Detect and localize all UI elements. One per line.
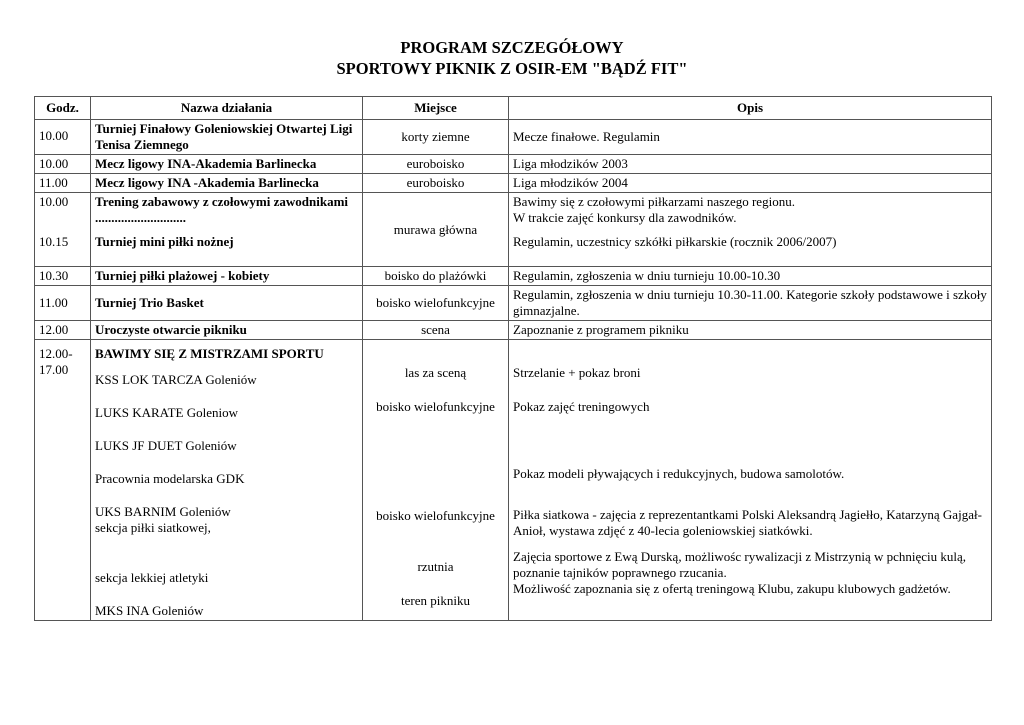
cell-place: boisko wielofunkcyjne — [363, 286, 509, 321]
activity-desc: Piłka siatkowa - zajęcia z reprezentantkami Polski Aleksandrą Jagiełło, Katarzyną Gajgał-Anioł, wystawa zdjęć z 40-lecia goleniowskiej siatkówki. — [513, 507, 982, 538]
table-row — [35, 267, 992, 286]
program-table — [34, 96, 992, 621]
desc-line: W trakcie zajęć konkursy dla zawodników. — [513, 210, 737, 225]
club-name: sekcja piłki siatkowej, — [95, 520, 211, 535]
cell-name: Uroczyste otwarcie pikniku — [91, 321, 363, 340]
header-name: Nazwa działania — [91, 97, 363, 120]
cell-time: 10.00 — [35, 155, 91, 174]
cell-place: boisko do plażówki — [363, 267, 509, 286]
header-time: Godz. — [35, 97, 91, 120]
club-name: Pracownia modelarska GDK — [95, 471, 245, 486]
cell-place: korty ziemne — [363, 120, 509, 155]
activity-desc: Pokaz zajęć treningowych — [513, 399, 650, 414]
place-name: boisko wielofunkcyjne — [376, 399, 495, 414]
cell-time: 11.00 — [35, 174, 91, 193]
cell-desc: Regulamin, zgłoszenia w dniu turnieju 10.00-10.30 — [509, 267, 992, 286]
club-name: UKS BARNIM Goleniów — [95, 504, 231, 519]
activity-desc: Możliwość zapoznania się z ofertą treningową Klubu, zakupu klubowych gadżetów. — [513, 581, 951, 596]
cell-place: scena — [363, 321, 509, 340]
cell-place — [363, 340, 509, 621]
cell-name: Turniej Trio Basket — [91, 286, 363, 321]
cell-time: 12.00 — [35, 321, 91, 340]
cell-place: murawa główna — [363, 193, 509, 267]
header-place: Miejsce — [363, 97, 509, 120]
header-desc: Opis — [509, 97, 992, 120]
cell-time: 10.30 — [35, 267, 91, 286]
activity-desc: Pokaz modeli pływających i redukcyjnych, budowa samolotów. — [513, 466, 845, 481]
desc-line: Regulamin, uczestnicy szkółki piłkarskie (rocznik 2006/2007) — [513, 234, 837, 249]
cell-time — [35, 193, 91, 267]
cell-place: euroboisko — [363, 155, 509, 174]
document-subtitle: SPORTOWY PIKNIK Z OSIR-EM "BĄDŹ FIT" — [336, 59, 688, 78]
document-title: PROGRAM SZCZEGÓŁOWY — [400, 38, 624, 57]
table-row — [35, 193, 992, 267]
cell-name — [91, 193, 363, 267]
cell-desc: Liga młodzików 2004 — [509, 174, 992, 193]
cell-name — [91, 340, 363, 621]
cell-desc: Zapoznanie z programem pikniku — [509, 321, 992, 340]
time-start: 10.00 — [39, 194, 69, 209]
cell-desc: Liga młodzików 2003 — [509, 155, 992, 174]
table-row — [35, 120, 992, 155]
cell-place: euroboisko — [363, 174, 509, 193]
club-name: LUKS JF DUET Goleniów — [95, 438, 237, 453]
cell-name: Turniej piłki plażowej - kobiety — [91, 267, 363, 286]
club-name: LUKS KARATE Goleniow — [95, 405, 238, 420]
place-name: teren pikniku — [401, 593, 470, 608]
place-name: boisko wielofunkcyjne — [376, 508, 495, 523]
cell-desc: Regulamin, zgłoszenia w dniu turnieju 10.30-11.00. Kategorie szkoły podstawowe i szkoły gimnazjalne. — [509, 286, 992, 321]
club-name: sekcja lekkiej atletyki — [95, 570, 209, 585]
cell-desc: Mecze finałowe. Regulamin — [509, 120, 992, 155]
table-row — [35, 321, 992, 340]
table-row — [35, 286, 992, 321]
cell-name: Mecz ligowy INA -Akademia Barlinecka — [91, 174, 363, 193]
sport-heading: BAWIMY SIĘ Z MISTRZAMI SPORTU — [95, 346, 324, 361]
table-row — [35, 174, 992, 193]
cell-desc — [509, 340, 992, 621]
table-row — [35, 155, 992, 174]
club-name: KSS LOK TARCZA Goleniów — [95, 372, 257, 387]
table-header-row — [35, 97, 992, 120]
activity-desc: Strzelanie + pokaz broni — [513, 365, 641, 380]
cell-name: Mecz ligowy INA-Akademia Barlinecka — [91, 155, 363, 174]
name-training: Trening zabawowy z czołowymi zawodnikami ............................ — [95, 194, 349, 225]
place-name: las za sceną — [404, 365, 467, 380]
cell-time: 10.00 — [35, 120, 91, 155]
name-mini-football: Turniej mini piłki nożnej — [95, 234, 234, 249]
desc-line: Bawimy się z czołowymi piłkarzami naszego regionu. — [513, 194, 795, 209]
cell-time: 12.00- 17.00 — [35, 340, 91, 621]
activity-desc: Zajęcia sportowe z Ewą Durską, możliwośc rywalizacji z Mistrzynią w pchnięciu kulą, poznanie tajników poprawnego rzucania. — [513, 549, 967, 580]
cell-time: 11.00 — [35, 286, 91, 321]
cell-name: Turniej Finałowy Goleniowskiej Otwartej Ligi Tenisa Ziemnego — [91, 120, 363, 155]
club-name: MKS INA Goleniów — [95, 603, 204, 618]
table-row — [35, 340, 992, 621]
cell-desc — [509, 193, 992, 267]
place-name: rzutnia — [417, 559, 454, 574]
time-second: 10.15 — [39, 234, 69, 249]
